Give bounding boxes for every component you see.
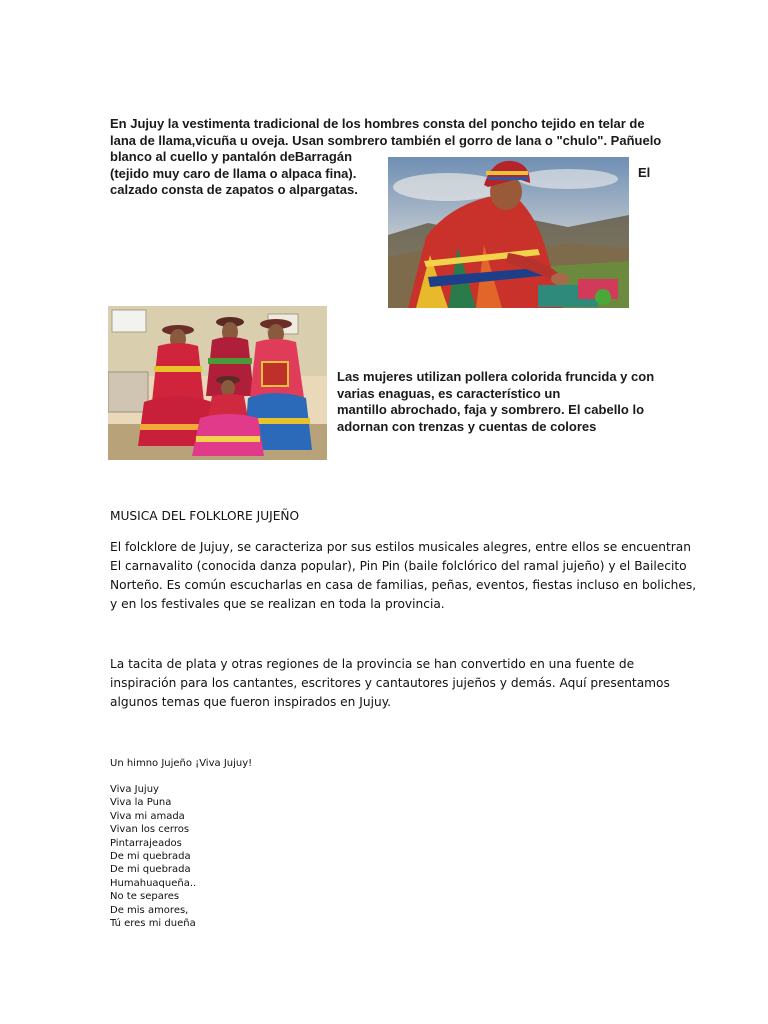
lyric-line: Humahuaqueña..: [110, 877, 197, 889]
music-line: y en los festivales que se realizan en toda la provincia.: [110, 597, 445, 611]
music-heading: MUSICA DEL FOLKLORE JUJEÑO: [110, 509, 300, 523]
song-title: Un himno Jujeño ¡Viva Jujuy!: [110, 758, 253, 769]
lyric-line: De mis amores,: [110, 904, 189, 916]
lyric-line: Vivan los cerros: [110, 824, 190, 836]
lyric-line: Viva la Puna: [110, 797, 172, 809]
women-paragraph: [337, 369, 657, 435]
women-line: varias enaguas, es característico un: [337, 385, 561, 401]
music-line: algunos temas que fueron inspirados en Jujuy.: [110, 695, 392, 709]
music-paragraph-1: [110, 538, 697, 614]
intro-line: En Jujuy la vestimenta tradicional de los hombres consta del poncho tejido en telar de: [110, 116, 645, 131]
photo-man-poncho: [388, 157, 629, 308]
intro-line: blanco al cuello y pantalón deBarragán: [110, 149, 353, 164]
music-line: La tacita de plata y otras regiones de la provincia se han convertido en una fuente de: [110, 657, 635, 671]
lyric-line: Tú eres mi dueña: [110, 918, 196, 930]
lyric-line: Viva mi amada: [110, 810, 185, 822]
lyric-line: No te separes: [110, 891, 180, 903]
lyric-line: Viva Jujuy: [110, 784, 159, 795]
music-paragraph-2: [110, 655, 670, 712]
music-line: Norteño. Es común escucharlas en casa de familias, peñas, eventos, fiestas incluso en boliches,: [110, 578, 697, 592]
music-line: El folcklore de Jujuy, se caracteriza por sus estilos musicales alegres, entre ellos se encuentran: [110, 540, 691, 554]
women-line: Las mujeres utilizan pollera colorida fruncida y con: [337, 369, 655, 384]
lyric-line: Pintarrajeados: [110, 837, 182, 849]
intro-trailing-word: El: [638, 165, 651, 180]
intro-line: lana de llama,vicuña u oveja. Usan sombrero también el gorro de lana o "chulo". Pañuelo: [110, 132, 662, 148]
song-lyrics: [110, 783, 196, 930]
photo-women-group: [108, 306, 327, 460]
women-line: mantillo abrochado, faja y sombrero. El cabello lo: [337, 402, 645, 417]
women-line: adornan con trenzas y cuentas de colores: [337, 418, 597, 434]
lyric-line: De mi quebrada: [110, 864, 191, 876]
music-line: inspiración para los cantantes, escritores y cantautores jujeños y demás. Aquí presentamos: [110, 676, 670, 690]
music-line: El carnavalito (conocida danza popular), Pin Pin (baile folclórico del ramal jujeño) y el Bailecito: [110, 559, 687, 573]
lyric-line: De mi quebrada: [110, 851, 191, 863]
intro-line: calzado consta de zapatos o alpargatas.: [110, 182, 358, 197]
intro-line: (tejido muy caro de llama o alpaca fina).: [110, 165, 357, 181]
